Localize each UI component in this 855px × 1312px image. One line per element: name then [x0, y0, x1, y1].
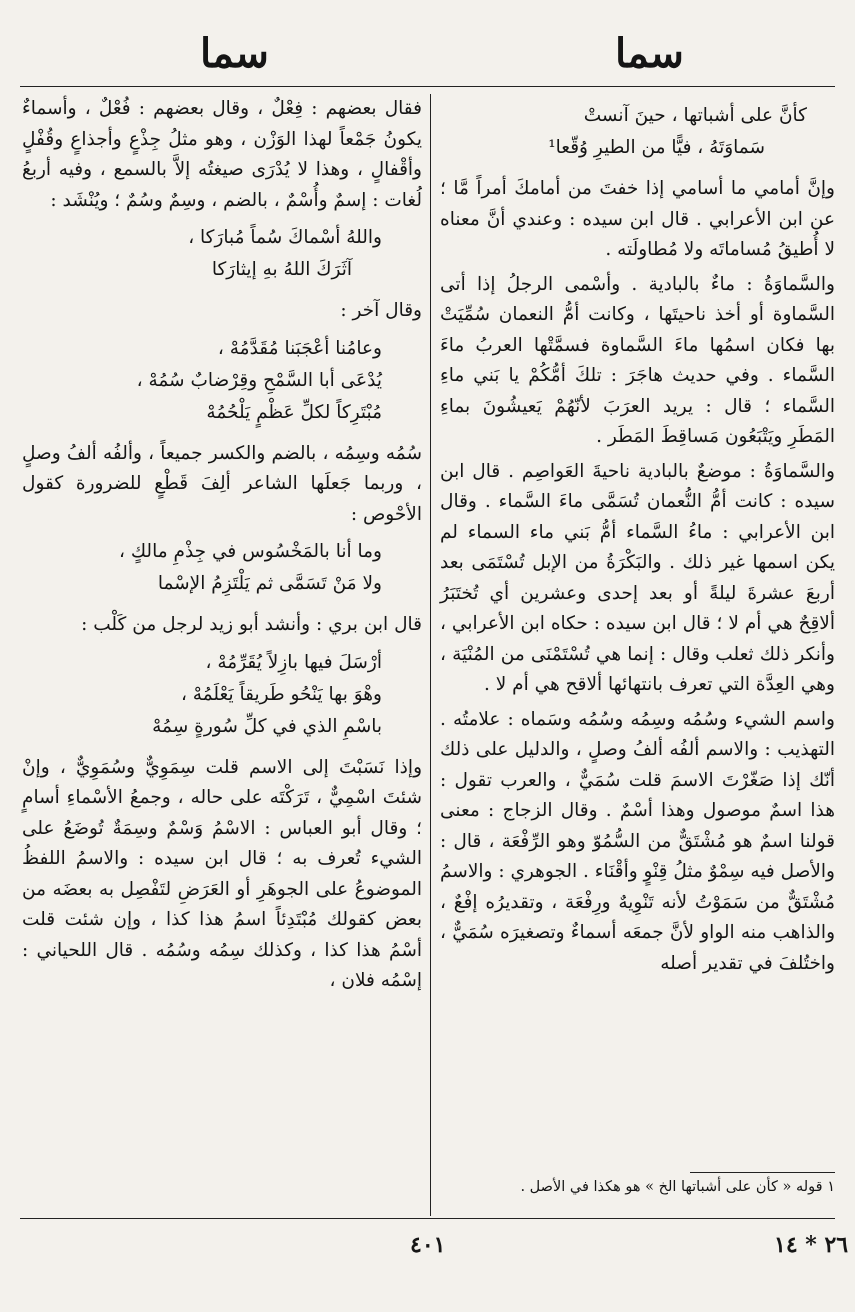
- header-word-right: سما: [615, 30, 684, 77]
- verse-line: كأنَّ على أشباتها ، حينَ آنستْ: [583, 105, 807, 126]
- volume-mark: ٢٦ * ١٤: [774, 1232, 849, 1258]
- verse-line: واللهُ أسْماكَ سُماً مُبارَكا ،: [188, 227, 382, 248]
- verse-block: [440, 100, 835, 164]
- left-column: [22, 94, 422, 1001]
- verse-line: مُبْتَرِكاً لكلِّ عَظْمٍ يَلْحُمُهْ: [206, 401, 382, 423]
- verse-line: سَماوَتَهُ ، فيًّا من الطيرِ وُقّعا¹: [548, 137, 765, 158]
- right-column: [440, 94, 835, 983]
- footnote-rule: [690, 1172, 835, 1173]
- verse-line: آثَرَكَ اللهُ بهِ إيثارَكا: [211, 259, 352, 280]
- paragraph: واسم الشيء وسُمُه وسِمُه وسُمُه وسَماه : علامتُه . التهذيب : والاسم ألفُه ألفُ وصلٍ ، والدليل على ذلك أنّك إذا صَغّرْتَ الاسمَ قلت سُمَيٌّ ، والعرب تقول : هذا اسمٌ موصول وهذا أسْمٌ . وقال الزجاج : معنى قولنا اسمٌ هو مُشْتَقٌّ من السُّمُوّ وهو الرِّفْعَة ، قال : والأصل فيه سِمْوٌ مثلُ قِنْوٍ وأقْنَاء . الجوهري : والاسمُ مُشْتَقٌّ من سَمَوْتُ لأنه تَنْوِيهٌ ورِفْعَة ، وتقديرُه إفْعٌ ، والذاهب منه الواو لأنَّ جمعَه أسماءٌ وتصغيرَه سُمَيٌّ ، واختُلفَ في تقدير أصله: [440, 708, 835, 974]
- paragraph: والسَّماوَةُ : موضعٌ بالبادية ناحيةَ العَواصِم . قال ابن سيده : كانت أمُّ النُّعمان تُسَمَّى ماءَ السَّماء . وقال ابن الأعرابي : ماءُ السَّماء أمُّ بَني ماء السماء لم يكن اسمها غير ذلك . والبَكْرَةُ من الإبل تُسْتَمَى بعد أربعَ عشرةَ ليلةً أو بعد إحدى وعشرين أي تُختَبَرُ ألاقِحٌ هي أم لا ؛ قال ابن سيده : حكاه ابن الأعرابي ، وأنكر ذلك ثعلب وقال : إنما هي تُسْتَمْنَى من المُنْيَة ، وهي العِدَّة التي تعرف بانتهائها ألاقح هي أم لا .: [440, 460, 835, 695]
- verse-line: يُدْعَى أبا السَّمْحِ وقِرْضابٌ سُمُهْ ،: [136, 369, 382, 391]
- paragraph: وإنَّ أمامي ما أسامي إذا خفتَ من أمامكَ أمراً مَّا ؛ عن ابن الأعرابي . قال ابن سيده : وعندي أنَّ معناه لا أُطيقُ مُساماتَه ولا مُطاولَته .: [440, 178, 835, 260]
- footnote: ١ قوله « كأن على أشباتها الخ » هو هكذا في الأصل .: [520, 1179, 835, 1195]
- verse-block: [22, 647, 422, 743]
- paragraph: قال ابن بري : وأنشد أبو زيد لرجل من كَلْب :: [81, 614, 422, 635]
- verse-line: باسْمِ الذي في كلِّ سُورةٍ سِمُهْ: [152, 715, 382, 737]
- verse-line: ولا مَنْ تَسَمَّى ثم يَلْتَزِمُ الإسْما: [157, 573, 382, 594]
- paragraph: فقال بعضهم : فِعْلٌ ، وقال بعضهم : فُعْلٌ ، وأسماءٌ يكونُ جَمْعاً لهذا الوَزْن ، وهو مثلُ جِذْعٍ وأجذاعٍ وقُفْلٍ وأقْفالٍ ، وهذا لا يُدْرَى صيغتُه إلاَّ بالسمع ، وفيه أربعُ لُغات : إسمٌ وأُسْمٌ ، بالضم ، وسِمٌ وسُمٌ ؛ ويُنْشَد :: [22, 98, 422, 211]
- paragraph: والسَّماوَةُ : ماءٌ بالبادية . وأسْمى الرجلُ إذا أتى السَّماوة أو أخذ ناحيتَها ، وكانت أمُّ النعمان سُمِّيَتْ بها فكان اسمُها ماءَ السَّماوة فسمَّتْها العربُ ماءَ السَّماء . وفي حديث هاجَرَ : تلكَ أمُّكُمْ يا بَني ماءِ السَّماء ؛ قال : يريد العرَبَ لأنّهُمْ يَعيشُونَ بماءِ المَطَرِ ويَتْبَعُون مَساقِطَ المَطَر .: [440, 273, 835, 447]
- verse-line: وعامُنا أعْجَبَنا مُقَدَّمُهْ ،: [217, 337, 382, 359]
- verse-block: [22, 536, 422, 600]
- verse-line: وهْوَ بها يَنْحُو طَريقاً يَعْلَمُهْ ،: [180, 683, 382, 705]
- column-divider: [430, 94, 431, 1216]
- paragraph: وإذا نَسَبْتَ إلى الاسم قلت سِمَوِيٌّ وسُمَوِيٌّ ، وإنْ شئتَ اسْمِيٌّ ، تَرَكْتَه على حاله ، وجمعُ الأسْماءِ أسامٍ ؛ وقال أبو العباس : الاسْمُ وَسْمٌ وسِمَةٌ تُوضَعُ على الشيء تُعرف به ؛ قال ابن سيده : والاسمُ اللفظُ الموضوعُ على الجوهَرِ أو العَرَضِ لتَفْصِل به بعضَه من بعض كقولك مُبْتَدِئاً اسمُ هذا كذا ، وإن شئت قلت أسْمُ هذا كذا ، وكذلك سِمُه وسُمُه . قال اللحياني : إسْمُه فلان ،: [22, 756, 422, 991]
- paragraph: سُمُه وسِمُه ، بالضم والكسر جميعاً ، وألفُه ألفُ وصلٍ ، وربما جَعلَها الشاعر ألِفَ قَطْعٍ للضرورة كقول الأحْوص :: [22, 442, 422, 525]
- verse-line: وما أنا بالمَخْسُوس في جِذْمِ مالكٍ ،: [118, 541, 382, 562]
- header-word-left: سما: [200, 30, 269, 77]
- verse-block: [22, 333, 422, 429]
- verse-block: [22, 222, 422, 286]
- footer-rule: [20, 1218, 835, 1219]
- verse-line: أرْسَلَ فيها بازِلاً يُقَرِّمُهْ ،: [205, 651, 382, 673]
- page-number: ٤٠١: [410, 1232, 446, 1258]
- header-rule: [20, 86, 835, 87]
- paragraph: وقال آخر :: [340, 300, 422, 321]
